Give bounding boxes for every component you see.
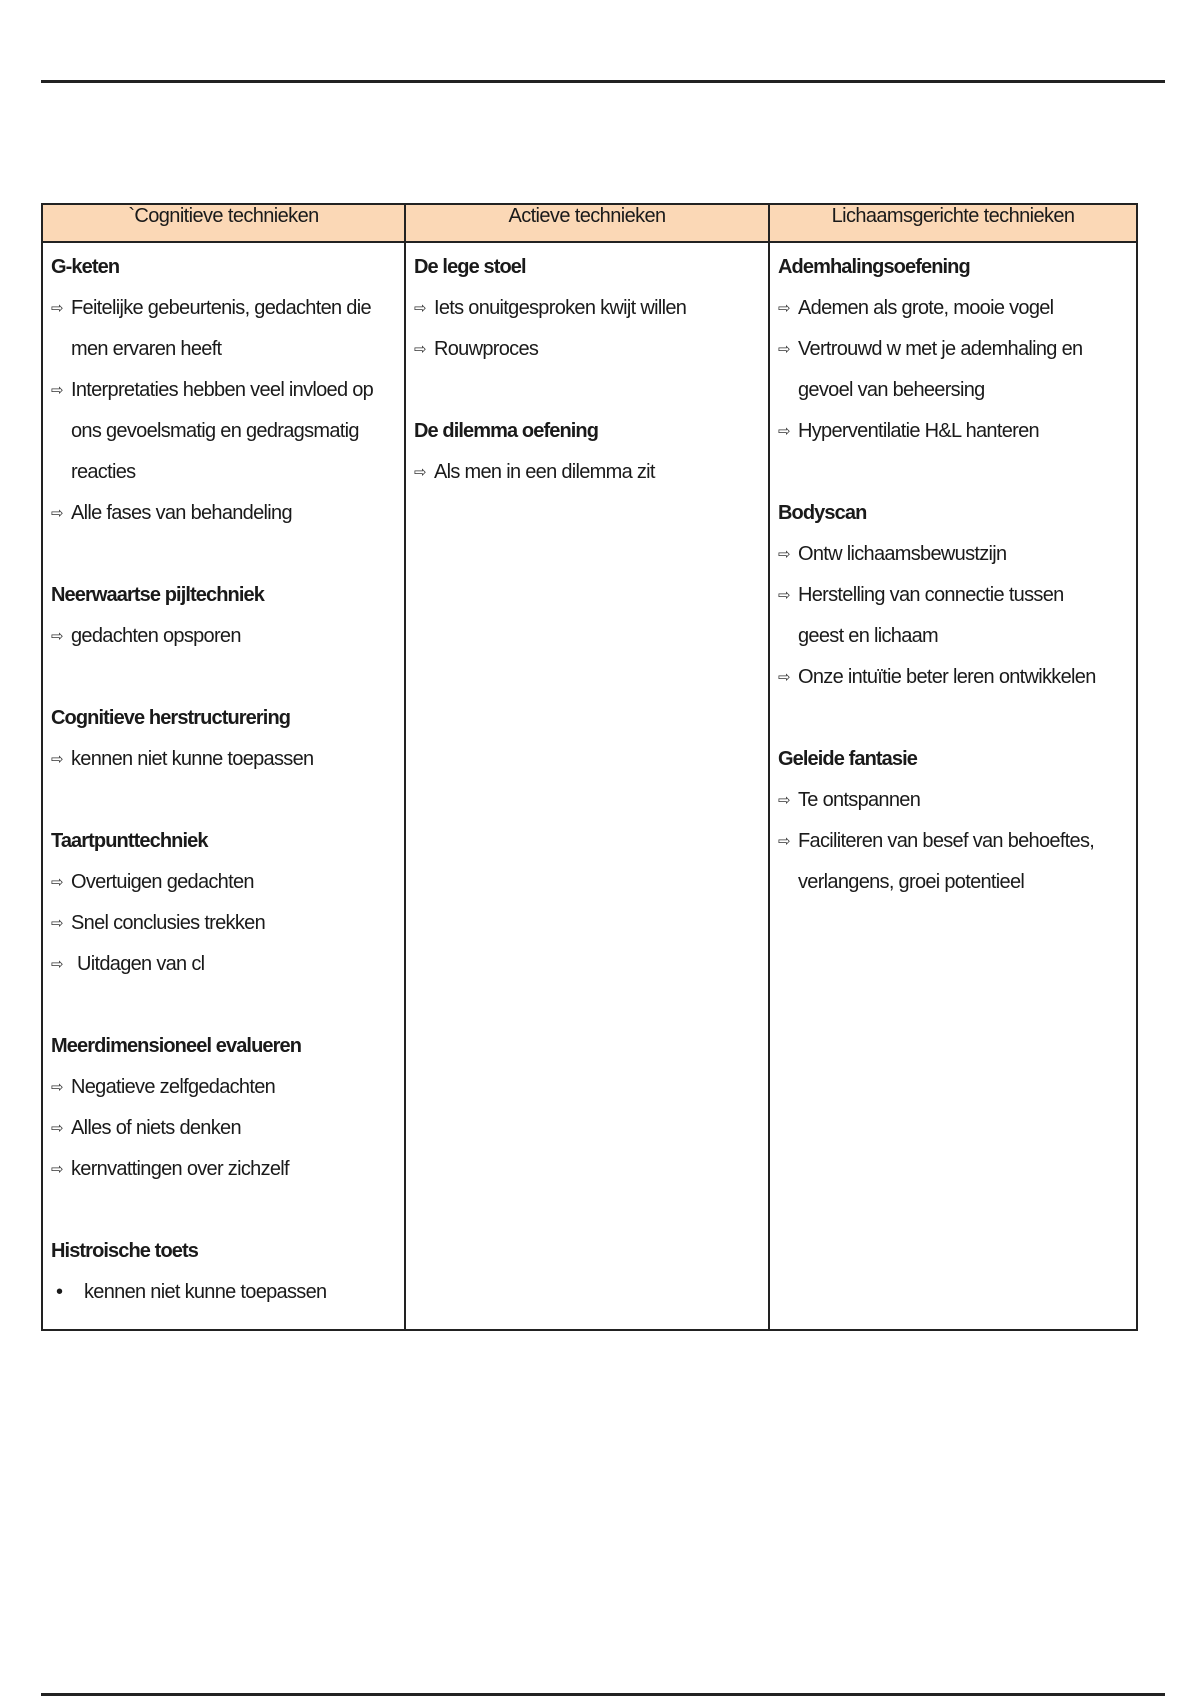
section-bodyscan: [778, 493, 1130, 698]
bottom-rule: [41, 1693, 1165, 1696]
list-item-text: Iets onuitgesproken kwijt willen: [434, 297, 687, 319]
list-item: [51, 1067, 398, 1108]
list-item-text: Ademen als grote, mooie vogel: [798, 297, 1054, 319]
list-item: [778, 575, 1130, 657]
section-title: Geleide fantasie: [778, 748, 917, 770]
list-item-text: Rouwproces: [434, 338, 539, 360]
list-item-text: gedachten opsporen: [71, 625, 241, 647]
section-title: Meerdimensioneel evalueren: [51, 1035, 302, 1057]
list-item: [778, 329, 1130, 411]
arrow-icon: ⇨: [778, 587, 790, 604]
list-item-text: Negatieve zelfgedachten: [71, 1076, 276, 1098]
list-item: [51, 862, 398, 903]
header-active: Actieve technieken: [405, 204, 769, 242]
section-neerwaartse-pijltechniek: [51, 575, 398, 657]
section-title: Bodyscan: [778, 502, 867, 524]
arrow-icon: ⇨: [778, 341, 790, 358]
list-item-text: Alles of niets denken: [71, 1117, 241, 1139]
section-title: Cognitieve herstructurering: [51, 707, 291, 729]
arrow-icon: ⇨: [778, 669, 790, 686]
techniques-table: [41, 203, 1138, 1331]
list-item-text: Als men in een dilemma zit: [434, 461, 655, 483]
list-item: [51, 616, 398, 657]
list-item: [51, 903, 398, 944]
arrow-icon: ⇨: [51, 628, 63, 645]
list-item: [51, 1272, 398, 1313]
list-item-text: Overtuigen gedachten: [71, 871, 254, 893]
list-item-text: kernvattingen over zichzelf: [71, 1158, 289, 1180]
list-item: [778, 288, 1130, 329]
arrow-icon: ⇨: [51, 1161, 63, 1178]
section-cognitieve-herstructurering: [51, 698, 398, 780]
section-title: Ademhalingsoefening: [778, 256, 970, 278]
list-item: [51, 288, 398, 370]
list-item-text: Faciliteren van besef van behoeftes, verlangens, groei potentieel: [798, 830, 1095, 893]
top-rule: [41, 80, 1165, 83]
section-de-dilemma-oefening: [414, 411, 762, 493]
list-item: [778, 534, 1130, 575]
section-meerdimensioneel-evalueren: [51, 1026, 398, 1190]
bullet-icon: •: [56, 1281, 63, 1303]
arrow-icon: ⇨: [778, 833, 790, 850]
list-item-text: Te ontspannen: [798, 789, 921, 811]
arrow-icon: ⇨: [51, 874, 63, 891]
list-item: [414, 329, 762, 370]
list-item-text: Snel conclusies trekken: [71, 912, 266, 934]
active-column: [405, 242, 769, 1330]
section-title: Neerwaartse pijltechniek: [51, 584, 264, 606]
list-item-text: Alle fases van behandeling: [71, 502, 292, 524]
cognitive-column: [42, 242, 405, 1330]
section-histroische-toets: [51, 1231, 398, 1313]
arrow-icon: ⇨: [51, 300, 63, 317]
list-item-text: Ontw lichaamsbewustzijn: [798, 543, 1007, 565]
list-item: [778, 780, 1130, 821]
arrow-icon: ⇨: [414, 464, 426, 481]
arrow-icon: ⇨: [414, 300, 426, 317]
list-item-text: Vertrouwd w met je ademhaling en gevoel van beheersing: [798, 338, 1083, 401]
header-cognitive: `Cognitieve technieken: [42, 204, 405, 242]
content-row: [42, 242, 1137, 1330]
list-item-text: kennen niet kunne toepassen: [84, 1281, 327, 1303]
list-item: [51, 944, 398, 985]
section-title: Histroische toets: [51, 1240, 198, 1262]
arrow-icon: ⇨: [51, 382, 63, 399]
list-item: [778, 821, 1130, 903]
arrow-icon: ⇨: [778, 546, 790, 563]
list-item: [51, 1108, 398, 1149]
list-item: [51, 1149, 398, 1190]
list-item-text: Hyperventilatie H&L hanteren: [798, 420, 1039, 442]
arrow-icon: ⇨: [51, 915, 63, 932]
list-item-text: kennen niet kunne toepassen: [71, 748, 314, 770]
arrow-icon: ⇨: [51, 1079, 63, 1096]
list-item: [51, 493, 398, 534]
header-body: Lichaamsgerichte technieken: [769, 204, 1137, 242]
section-ademhalingsoefening: [778, 247, 1130, 452]
arrow-icon: ⇨: [51, 1120, 63, 1137]
list-item: [51, 739, 398, 780]
arrow-icon: ⇨: [51, 956, 63, 973]
body-column: [769, 242, 1137, 1330]
arrow-icon: ⇨: [51, 505, 63, 522]
list-item: [414, 452, 762, 493]
section-title: Taartpunttechniek: [51, 830, 208, 852]
section-de-lege-stoel: [414, 247, 762, 370]
list-item: [778, 411, 1130, 452]
section-title: G-keten: [51, 256, 120, 278]
section-g-keten: [51, 247, 398, 534]
section-taartpunttechniek: [51, 821, 398, 985]
section-title: De dilemma oefening: [414, 420, 599, 442]
arrow-icon: ⇨: [778, 300, 790, 317]
list-item: [414, 288, 762, 329]
arrow-icon: ⇨: [778, 423, 790, 440]
list-item-text: Herstelling van connectie tussen geest en lichaam: [798, 584, 1064, 647]
section-geleide-fantasie: [778, 739, 1130, 903]
list-item-text: Onze intuïtie beter leren ontwikkelen: [798, 666, 1096, 688]
list-item: [778, 657, 1130, 698]
header-row: [42, 204, 1137, 242]
arrow-icon: ⇨: [51, 751, 63, 768]
list-item: [51, 370, 398, 493]
section-title: De lege stoel: [414, 256, 526, 278]
list-item-text: Uitdagen van cl: [77, 953, 205, 975]
arrow-icon: ⇨: [414, 341, 426, 358]
list-item-text: Feitelijke gebeurtenis, gedachten die men ervaren heeft: [71, 297, 371, 360]
list-item-text: Interpretaties hebben veel invloed op ons gevoelsmatig en gedragsmatig reacties: [71, 379, 374, 483]
arrow-icon: ⇨: [778, 792, 790, 809]
